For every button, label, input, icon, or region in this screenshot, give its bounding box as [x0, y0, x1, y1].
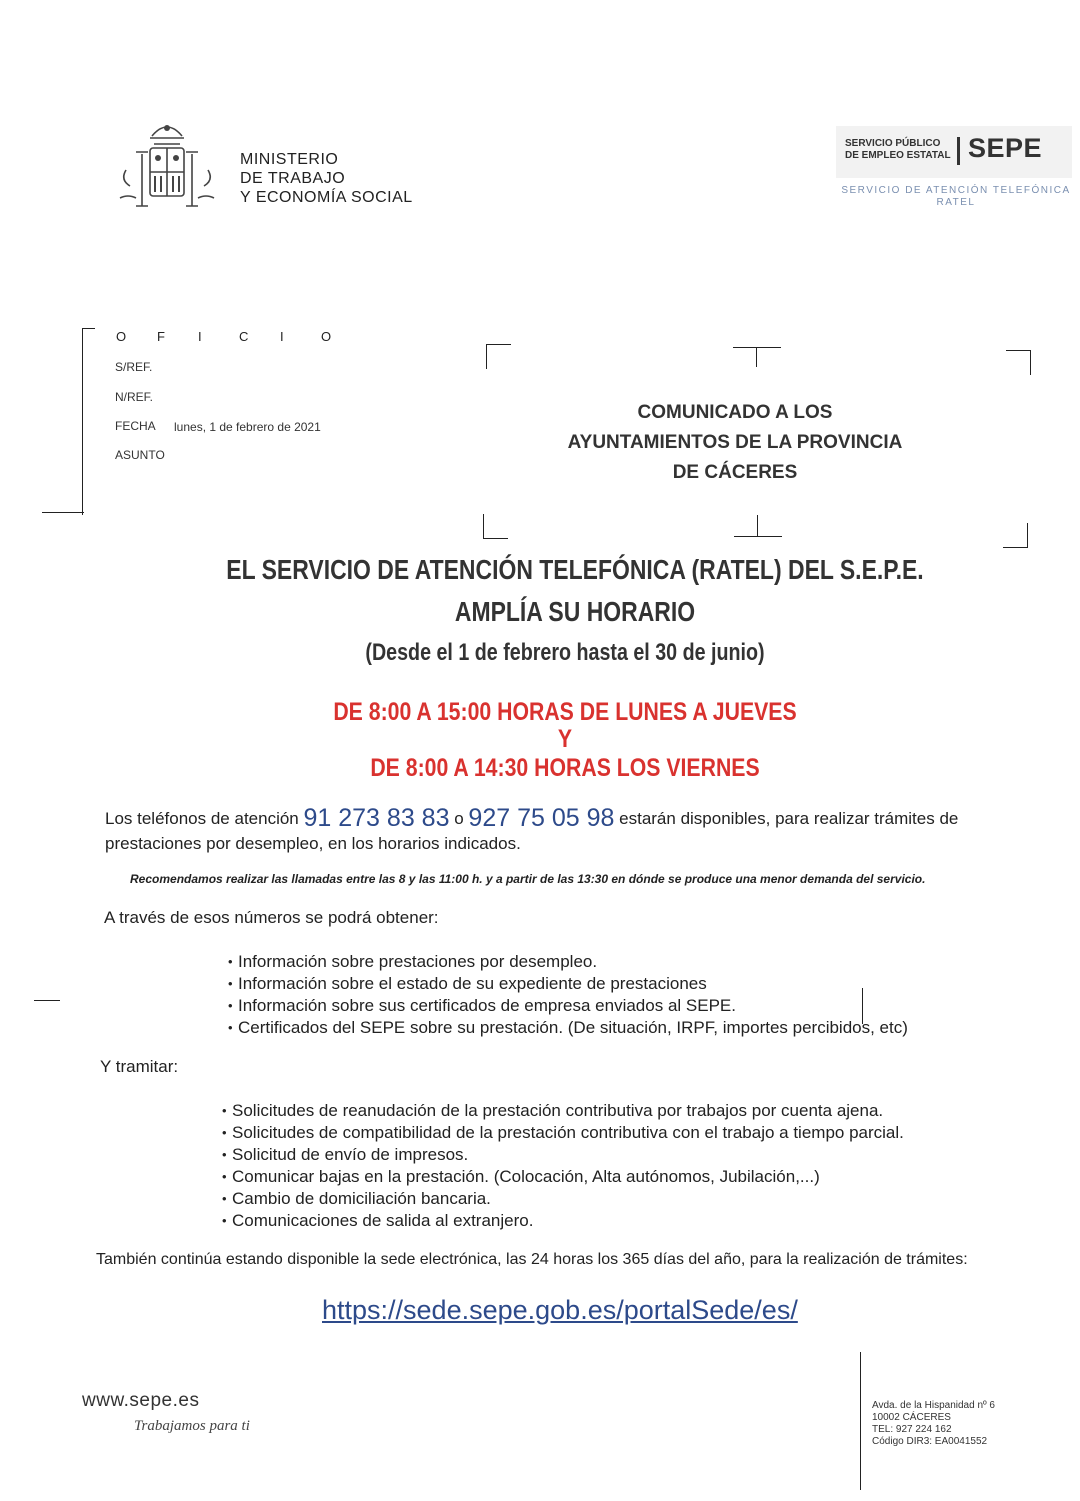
oficio-letter: O — [116, 329, 127, 344]
schedule-weekdays: DE 8:00 A 15:00 HORAS DE LUNES A JUEVES — [333, 698, 797, 726]
sepe-logo-text — [845, 138, 951, 162]
address-corner — [1006, 350, 1031, 375]
schedule-connector: Y — [557, 725, 573, 753]
address-corner — [486, 344, 511, 369]
sepe-logo-line: DE EMPLEO ESTATAL — [845, 150, 951, 161]
ministry-line: DE TRABAJO — [240, 170, 346, 187]
sepe-logo-line: SERVICIO PÚBLICO — [845, 138, 941, 149]
oficio-letter: I — [198, 329, 202, 344]
headline-title: EL SERVICIO DE ATENCIÓN TELEFÓNICA (RATEL) DEL S.E.P.E. — [226, 554, 924, 585]
headline-dates: (Desde el 1 de febrero hasta el 30 de junio) — [365, 639, 765, 666]
oficio-letter: I — [280, 329, 284, 344]
procedures-intro: Y tramitar: — [100, 1057, 179, 1076]
stamp-line: SERVICIO DE ATENCIÓN TELEFÓNICA — [841, 185, 1071, 196]
list-item: • Certificados del SEPE sobre su prestación. (De situación, IRPF, importes percibidos, etc) — [228, 1017, 908, 1039]
schedule-friday: DE 8:00 A 14:30 HORAS LOS VIERNES — [370, 754, 760, 782]
scan-mark — [862, 988, 863, 1024]
list-item: • Información sobre sus certificados de empresa enviados al SEPE. — [228, 995, 908, 1017]
fecha-label: FECHA — [115, 419, 156, 433]
oficio-letter: O — [321, 329, 332, 344]
coat-of-arms-icon — [112, 114, 222, 220]
phones-connector: o — [454, 809, 464, 828]
nref-label: N/REF. — [115, 390, 154, 404]
recommendation-note: Recomendamos realizar las llamadas entre las 8 y las 11:00 h. y a partir de las 13:30 en dónde se produce una menor demanda del servicio. — [130, 872, 926, 886]
obtain-list — [228, 951, 908, 1039]
ministry-line: MINISTERIO — [240, 151, 339, 168]
recipient-line: DE CÁCERES — [672, 462, 798, 483]
address-tick — [734, 536, 782, 537]
headline-subtitle: AMPLÍA SU HORARIO — [454, 596, 696, 627]
sepe-logo-divider — [957, 137, 960, 165]
oficio-bracket — [82, 328, 95, 515]
address-line: Avda. de la Hispanidad nº 6 — [872, 1400, 995, 1411]
footer-website: www.sepe.es — [82, 1390, 200, 1411]
oficio-letter: F — [157, 329, 165, 344]
sede-link[interactable]: https://sede.sepe.gob.es/portalSede/es/ — [322, 1295, 798, 1325]
list-item: • Información sobre el estado de su expediente de prestaciones — [228, 973, 908, 995]
sede-text: También continúa estando disponible la sede electrónica, las 24 horas los 365 días del año, para la realización de trámites: — [96, 1251, 968, 1268]
sepe-logo: SEPE — [968, 133, 1043, 163]
list-item: • Comunicaciones de salida al extranjero. — [222, 1210, 904, 1232]
address-tick — [756, 347, 757, 367]
address-corner — [483, 514, 508, 539]
stamp-line: RATEL — [936, 197, 976, 208]
list-item: • Solicitud de envío de impresos. — [222, 1144, 904, 1166]
oficio-bracket-foot — [42, 512, 84, 513]
address-line: 10002 CÁCERES — [872, 1412, 951, 1423]
footer-address — [872, 1400, 995, 1448]
footer-slogan: Trabajamos para ti — [134, 1418, 250, 1434]
address-line: Código DIR3: EA0041552 — [872, 1436, 988, 1447]
oficio-letter: C — [239, 329, 249, 344]
phone-number-2: 927 75 05 98 — [468, 804, 615, 832]
phones-after: estarán disponibles, para realizar trámites de — [619, 809, 959, 828]
list-item: • Solicitudes de compatibilidad de la prestación contributiva con el trabajo a tiempo parcial. — [222, 1122, 904, 1144]
procedures-list — [222, 1100, 904, 1232]
recipient-block — [540, 398, 930, 488]
service-stamp — [840, 185, 1072, 209]
phones-paragraph-line2: prestaciones por desempleo, en los horarios indicados. — [105, 834, 521, 853]
sref-label: S/REF. — [115, 360, 153, 374]
recipient-line: COMUNICADO A LOS — [637, 402, 833, 423]
phones-paragraph — [105, 804, 958, 833]
address-line: TEL: 927 224 162 — [872, 1424, 952, 1435]
address-corner — [1003, 523, 1028, 548]
oficio-title — [116, 329, 362, 344]
recipient-line: AYUNTAMIENTOS DE LA PROVINCIA — [567, 432, 903, 453]
scan-mark — [34, 1000, 60, 1001]
list-item: • Comunicar bajas en la prestación. (Colocación, Alta autónomos, Jubilación,...) — [222, 1166, 904, 1188]
ministry-line: Y ECONOMÍA SOCIAL — [240, 189, 413, 206]
fecha-value: lunes, 1 de febrero de 2021 — [174, 420, 321, 434]
list-item: • Información sobre prestaciones por desempleo. — [228, 951, 908, 973]
phones-intro: Los teléfonos de atención — [105, 809, 299, 828]
list-item: • Solicitudes de reanudación de la prestación contributiva por trabajos por cuenta ajena. — [222, 1100, 904, 1122]
list-item: • Cambio de domiciliación bancaria. — [222, 1188, 904, 1210]
footer-divider — [860, 1352, 861, 1490]
address-tick — [733, 347, 781, 348]
ministry-name — [240, 150, 413, 207]
obtain-intro: A través de esos números se podrá obtener: — [104, 908, 439, 927]
asunto-label: ASUNTO — [115, 448, 165, 462]
phone-number-1: 91 273 83 83 — [303, 804, 450, 832]
address-tick — [757, 515, 758, 536]
